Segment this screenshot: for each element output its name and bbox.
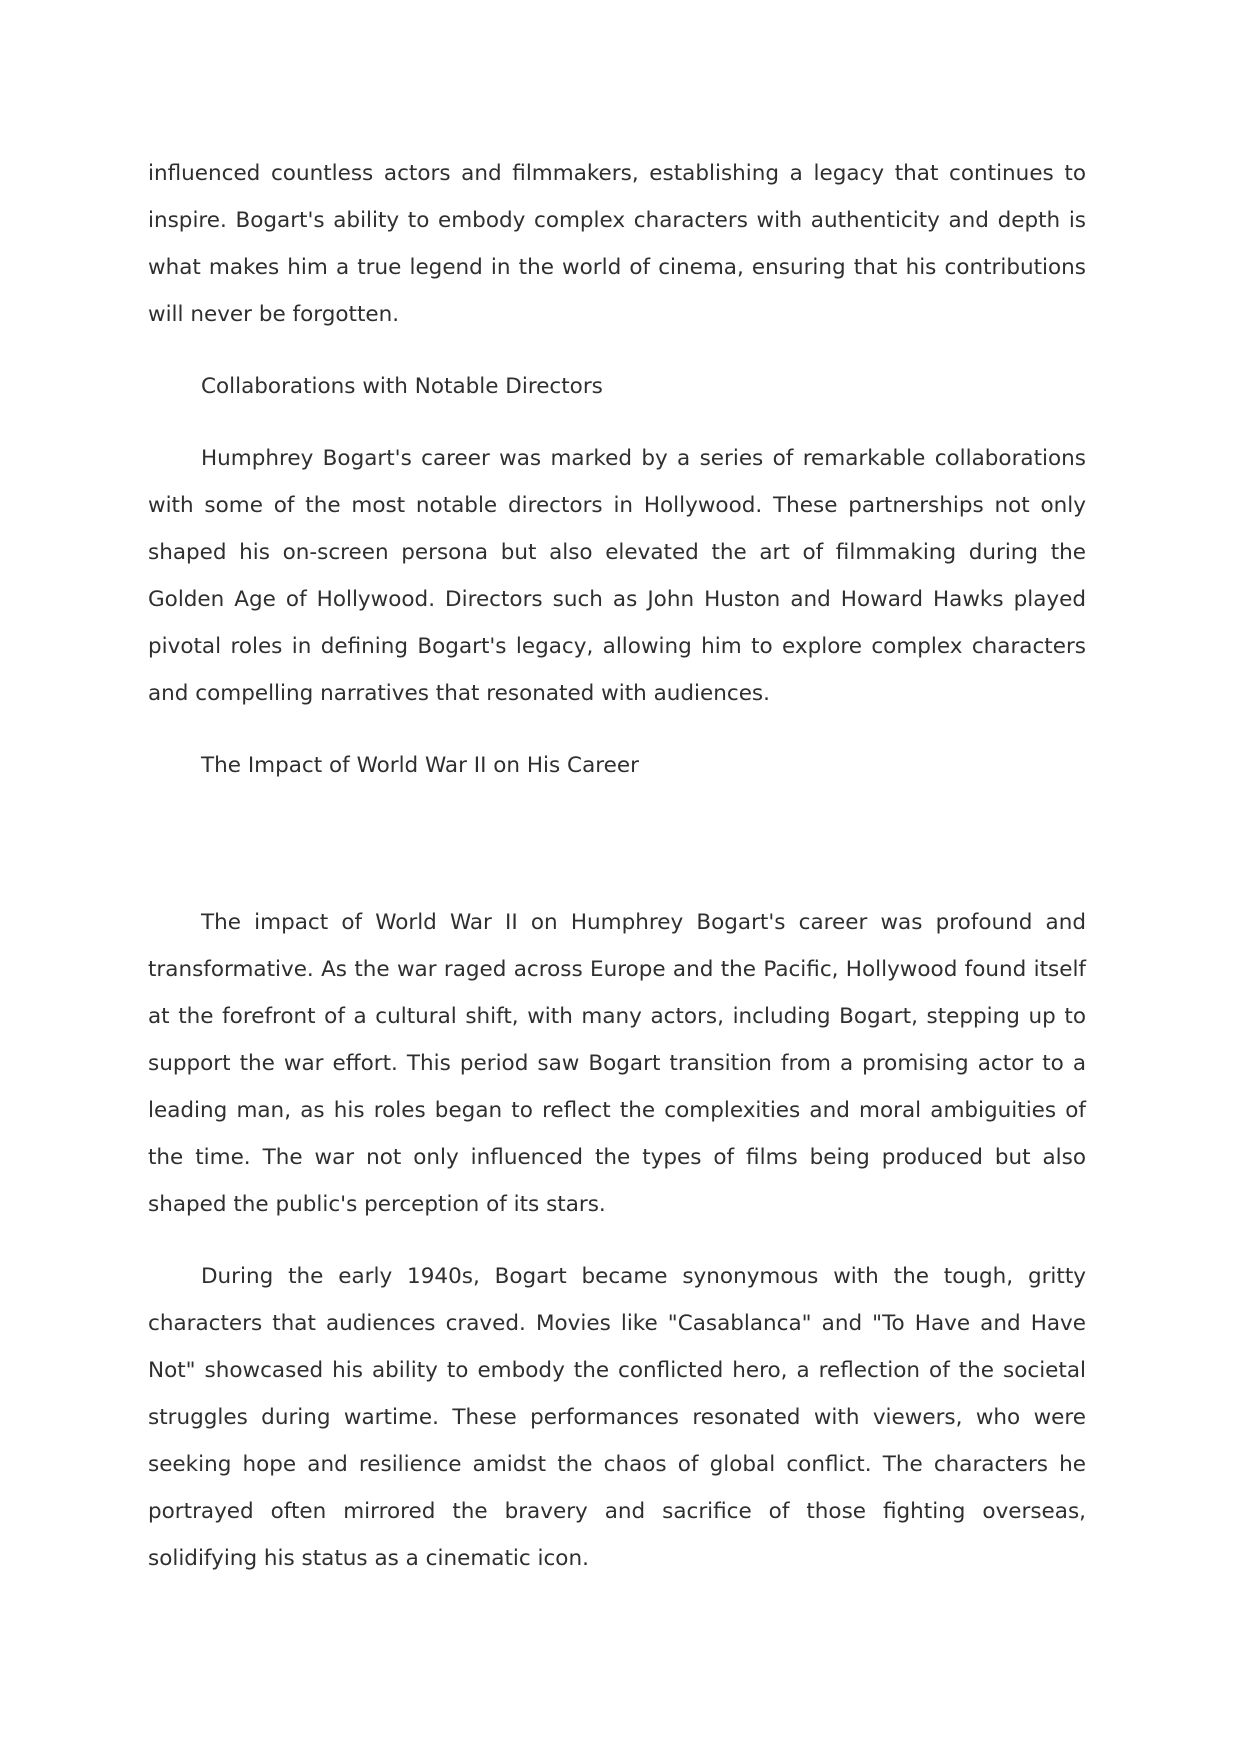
paragraph-war-impact: The impact of World War II on Humphrey Bogart's career was profound and transformative. As the war raged across Europe and the Pacific, Hollywood found itself at the forefront of a cultural shift, with many actors, including Bogart, stepping up to support the war effort. This period saw Bogart transition from a promising actor to a leading man, as his roles began to reflect the complexities and moral ambiguities of the time. The war not only influenced the types of films being produced but also shaped the public's perception of its stars.	[148, 910, 1086, 1217]
paragraph-early-1940s: During the early 1940s, Bogart became synonymous with the tough, gritty characters that audiences craved. Movies like "Casablanca" and "To Have and Have Not" showcased his ability to embody the conflicted hero, a reflection of the societal struggles during wartime. These performances resonated with viewers, who were seeking hope and resilience amidst the chaos of global conflict. The characters he portrayed often mirrored the bravery and sacrifice of those fighting overseas, solidifying his status as a cinematic icon.	[148, 1264, 1086, 1571]
paragraph-legacy-continuation: influenced countless actors and filmmakers, establishing a legacy that continues to inspire. Bogart's ability to embody complex characters with authenticity and depth is what makes him a true legend in the world of cinema, ensuring that his contributions will never be forgotten.	[148, 161, 1086, 327]
document-body	[148, 150, 1086, 1607]
section-heading-world-war-ii: The Impact of World War II on His Career	[201, 753, 639, 778]
paragraph-collaborations: Humphrey Bogart's career was marked by a series of remarkable collaborations with some of the most notable directors in Hollywood. These partnerships not only shaped his on-screen persona but also elevated the art of filmmaking during the Golden Age of Hollywood. Directors such as John Huston and Howard Hawks played pivotal roles in defining Bogart's legacy, allowing him to explore complex characters and compelling narratives that resonated with audiences.	[148, 446, 1086, 706]
section-heading-collaborations: Collaborations with Notable Directors	[201, 374, 603, 399]
